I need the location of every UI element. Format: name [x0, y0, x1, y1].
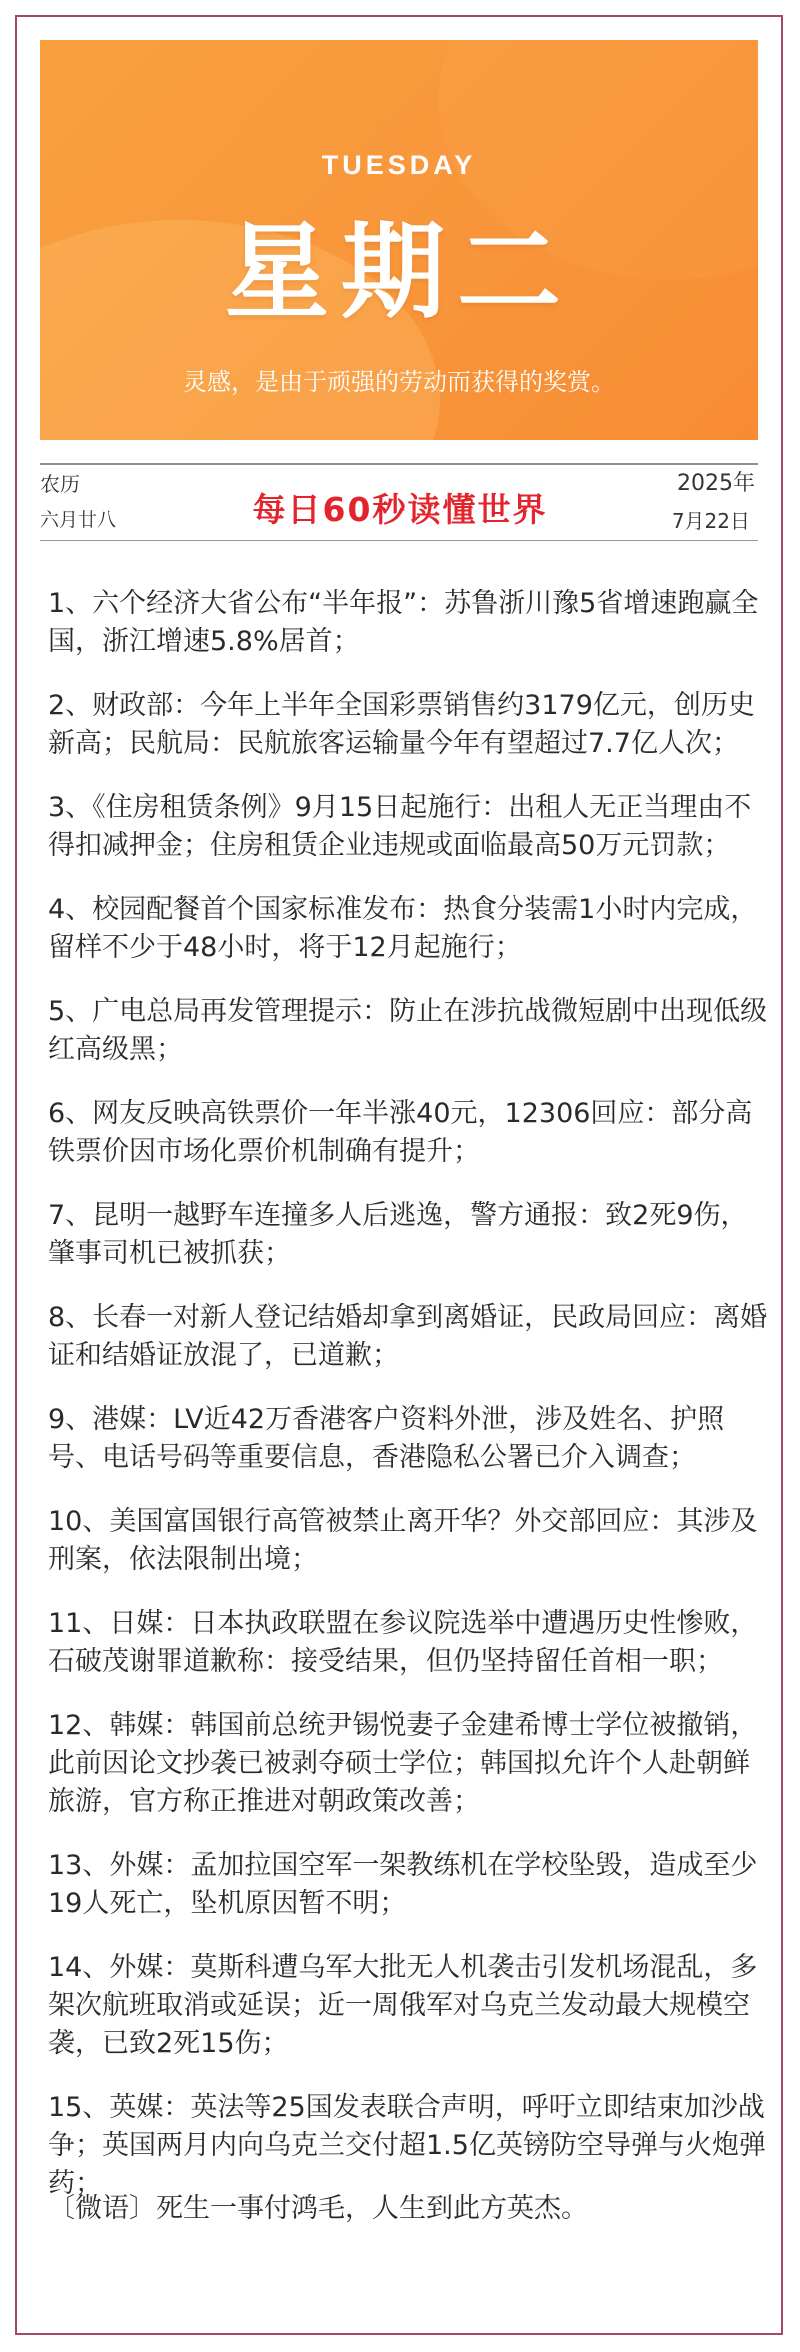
news-item: 2、财政部：今年上半年全国彩票销售约3179亿元，创历史新高；民航局：民航旅客运输量今年有望超过7.7亿人次； — [48, 690, 755, 759]
news-item: 12、韩媒：韩国前总统尹锡悦妻子金建希博士学位被撤销，此前因论文抄袭已被剥夺硕士学位；韩国拟允许个人赴朝鲜旅游，官方称正推进对朝政策改善； — [48, 1710, 758, 1817]
weekday-english: TUESDAY — [321, 150, 477, 180]
news-item: 6、网友反映高铁票价一年半涨40元，12306回应：部分高铁票价因市场化票价机制确有提升； — [48, 1098, 753, 1167]
news-item: 13、外媒：孟加拉国空军一架教练机在学校坠毁，造成至少19人死亡，坠机原因暂不明； — [48, 1850, 758, 1919]
news-item: 15、英媒：英法等25国发表联合声明，呼吁立即结束加沙战争；英国两月内向乌克兰交付超1.5亿英镑防空导弹与火炮弹药； — [48, 2092, 766, 2199]
page-title: 每日60秒读懂世界 — [252, 490, 548, 529]
weekday-chinese: 星期二 — [224, 211, 573, 333]
news-item: 14、外媒：莫斯科遭乌军大批无人机袭击引发机场混乱，多架次航班取消或延误；近一周俄军对乌克兰发动最大规模空袭，已致2死15伤； — [48, 1952, 758, 2059]
news-item: 8、长春一对新人登记结婚却拿到离婚证，民政局回应：离婚证和结婚证放混了，已道歉； — [48, 1302, 768, 1371]
daily-quote: 〔微语〕死生一事付鸿毛，人生到此方英杰。 — [48, 2193, 588, 2224]
news-item: 5、广电总局再发管理提示：防止在涉抗战微短剧中出现低级红高级黑； — [48, 996, 768, 1065]
year-label: 2025年 — [677, 471, 755, 496]
date-label: 7月22日 — [671, 509, 750, 533]
lunar-label: 农历 — [40, 472, 80, 496]
news-item: 11、日媒：日本执政联盟在参议院选举中遭遇历史性惨败，石破茂谢罪道歉称：接受结果，但仍坚持留任首相一职； — [48, 1608, 758, 1677]
news-item: 10、美国富国银行高管被禁止离开华？外交部回应：其涉及刑案，依法限制出境； — [48, 1506, 758, 1575]
weekday-banner — [40, 40, 758, 440]
header-top-divider — [40, 463, 758, 465]
news-item: 4、校园配餐首个国家标准发布：热食分装需1小时内完成，留样不少于48小时，将于12月起施行； — [48, 894, 758, 963]
banner-motto: 灵感，是由于顽强的劳动而获得的奖赏。 — [183, 368, 615, 396]
header-bottom-divider — [40, 540, 758, 541]
news-item: 3、《住房租赁条例》9月15日起施行：出租人无正当理由不得扣减押金；住房租赁企业违规或面临最高50万元罚款； — [48, 792, 752, 861]
news-list — [48, 585, 768, 2229]
lunar-date: 六月廿八 — [40, 509, 117, 531]
news-item: 1、六个经济大省公布“半年报”：苏鲁浙川豫5省增速跑赢全国，浙江增速5.8%居首； — [48, 588, 759, 657]
news-item: 7、昆明一越野车连撞多人后逃逸，警方通报：致2死9伤，肇事司机已被抓获； — [48, 1200, 748, 1269]
news-item: 9、港媒：LV近42万香港客户资料外泄，涉及姓名、护照号、电话号码等重要信息，香港隐私公署已介入调查； — [48, 1404, 725, 1473]
